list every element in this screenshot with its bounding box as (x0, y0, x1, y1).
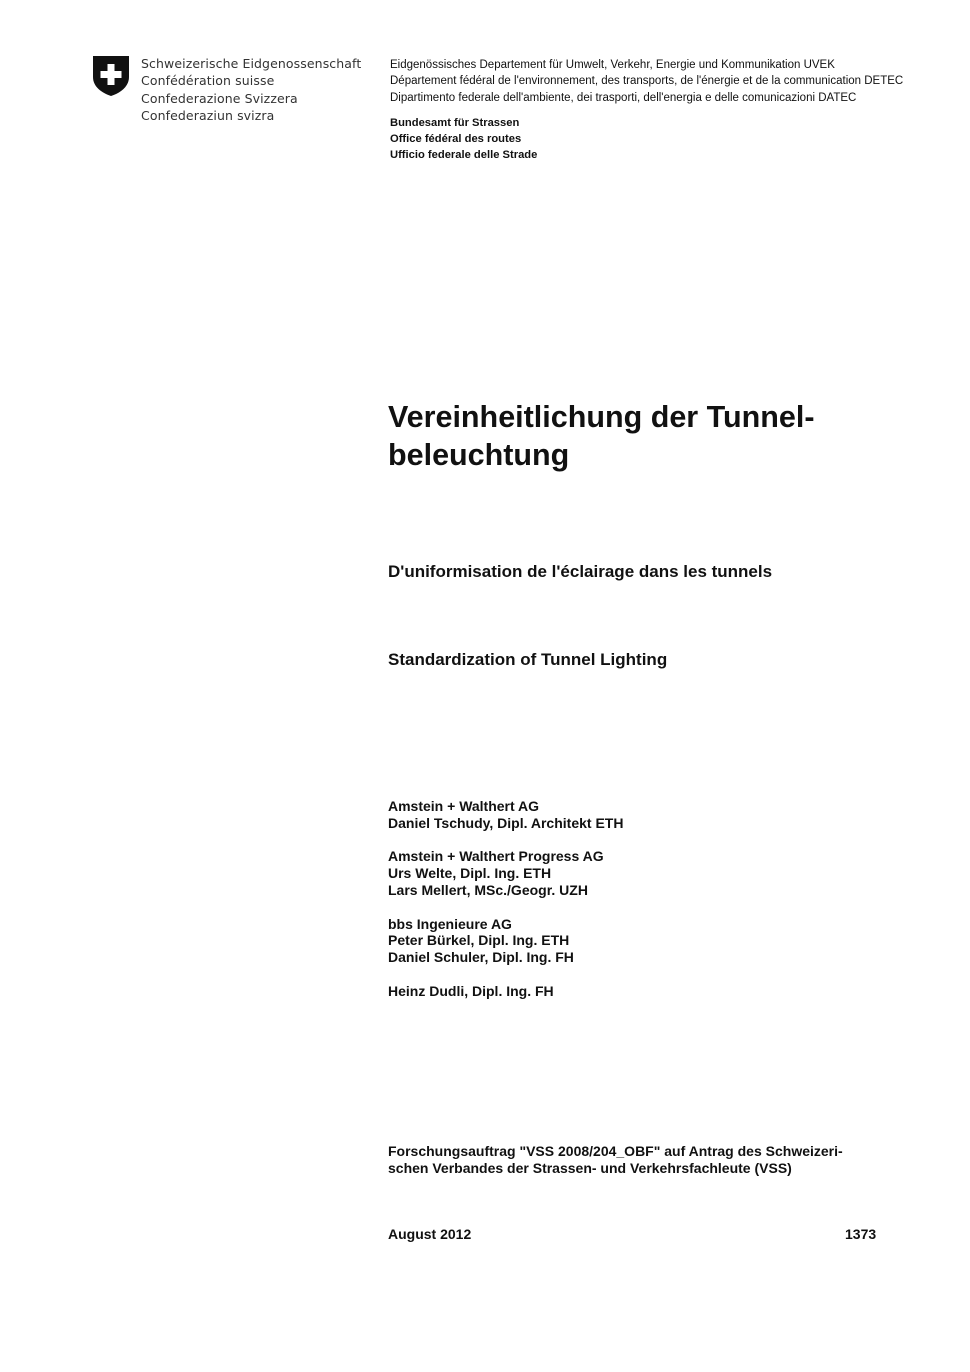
subtitle-english: Standardization of Tunnel Lighting (388, 650, 668, 669)
author-line: Daniel Tschudy, Dipl. Architekt ETH (388, 814, 624, 831)
author-line: Lars Mellert, MSc./Geogr. UZH (388, 881, 588, 898)
office-line-fr: Office fédéral des routes (390, 133, 522, 146)
author-group-amstein-walthert-progress (388, 848, 623, 898)
author-group-dudli (388, 983, 623, 1000)
confederation-name-it: Confederazione Svizzera (141, 90, 298, 106)
author-line: Heinz Dudli, Dipl. Ing. FH (388, 982, 554, 999)
report-number: 1373 (845, 1226, 877, 1242)
authors-block (388, 798, 623, 1016)
department-line-de: Eidgenössisches Departement für Umwelt, Verkehr, Energie und Kommunikation UVEK (390, 59, 835, 71)
main-title (388, 398, 908, 474)
confederation-name-rm: Confederaziun svizra (141, 107, 275, 123)
office-line-de: Bundesamt für Strassen (390, 117, 520, 129)
author-group-bbs-ingenieure (388, 916, 623, 966)
department-line-it: Dipartimento federale dell'ambiente, dei trasporti, dell'energia e delle comunicazioni DATEC (390, 91, 857, 104)
author-line: Peter Bürkel, Dipl. Ing. ETH (388, 932, 570, 949)
author-line: Amstein + Walthert Progress AG (388, 848, 604, 865)
research-note-line: schen Verbandes der Strassen- und Verkehrsfachleute (VSS) (388, 1160, 792, 1176)
author-line: Amstein + Walthert AG (388, 798, 540, 814)
main-title-line: beleuchtung (388, 438, 570, 472)
office-block (390, 115, 537, 164)
subtitle-french: D'uniformisation de l'éclairage dans les tunnels (388, 562, 773, 581)
confederation-name-de: Schweizerische Eidgenossenschaft (141, 56, 362, 71)
confederation-names (141, 55, 361, 124)
author-line: Urs Welte, Dipl. Ing. ETH (388, 865, 552, 882)
office-line-it: Ufficio federale delle Strade (390, 149, 538, 162)
research-assignment-note (388, 1143, 843, 1177)
research-note-line: Forschungsauftrag "VSS 2008/204_OBF" auf Antrag des Schweizeri- (388, 1143, 843, 1159)
author-group-amstein-walthert (388, 798, 623, 832)
swiss-shield-icon (92, 55, 130, 97)
main-title-line: Vereinheitlichung der Tunnel- (388, 400, 815, 434)
publication-date: August 2012 (388, 1226, 472, 1242)
author-line: bbs Ingenieure AG (388, 915, 512, 932)
confederation-name-fr: Confédération suisse (141, 73, 275, 89)
department-line-fr: Département fédéral de l'environnement, des transports, de l'énergie et de la communication DETEC (390, 75, 904, 88)
department-block (390, 57, 903, 106)
author-line: Daniel Schuler, Dipl. Ing. FH (388, 949, 574, 966)
